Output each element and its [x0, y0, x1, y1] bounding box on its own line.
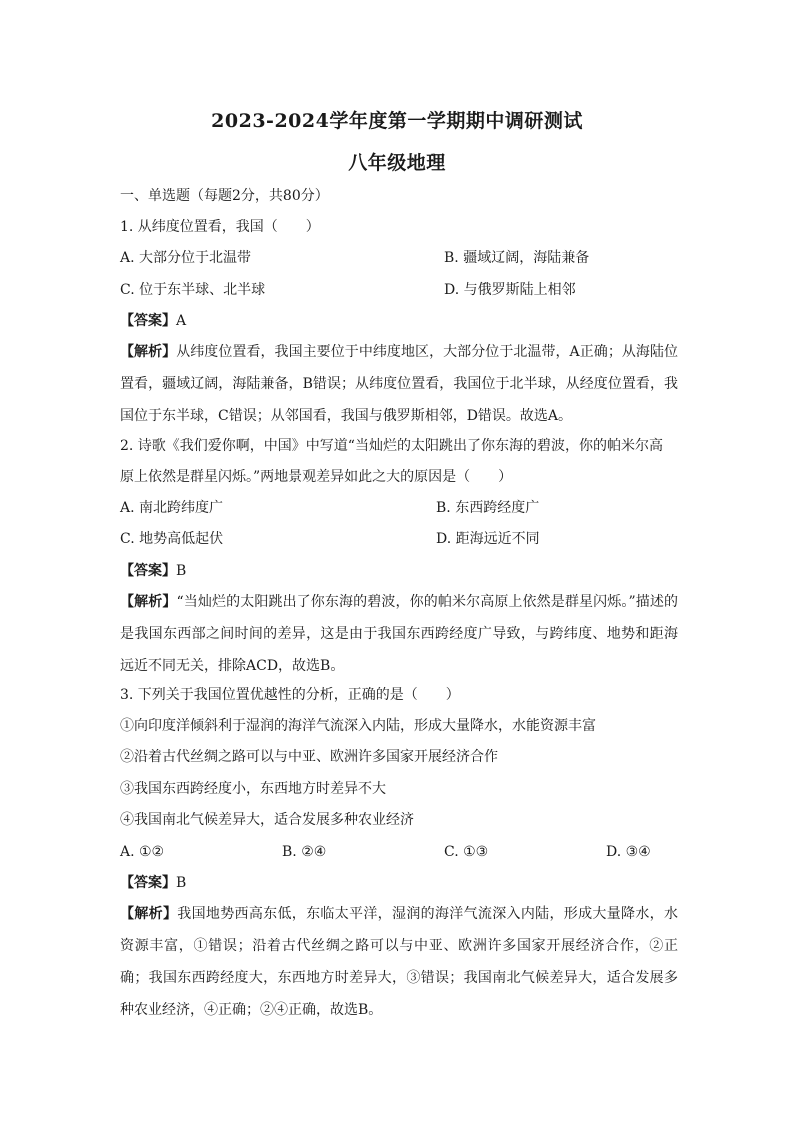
answer-value: B — [176, 563, 187, 579]
answer-value: B — [176, 875, 187, 891]
question-2-analysis — [120, 586, 678, 682]
analysis-tag: 【解析】 — [120, 906, 178, 922]
exam-subtitle: 八年级地理 — [348, 152, 446, 174]
question-3-option-a: A. ①② — [120, 844, 165, 860]
answer-value: A — [176, 313, 187, 329]
question-2-answer — [120, 561, 186, 581]
question-3-item-1: ①向印度洋倾斜利于湿润的海洋气流深入内陆，形成大量降水，水能资源丰富 — [120, 718, 596, 734]
question-3-option-b: B. ②④ — [282, 844, 327, 860]
question-2-option-a: A. 南北跨纬度广 — [120, 500, 224, 516]
analysis-text: 从纬度位置看，我国主要位于中纬度地区，大部分位于北温带，A正确；从海陆位置看，疆域辽阔，海陆兼备，B错误；从纬度位置看，我国位于北半球，从经度位置看，我国位于东半球，C错误；从邻国看，我国与俄罗斯相邻，D错误。故选A。 — [120, 344, 679, 424]
answer-tag: 【答案】 — [120, 313, 176, 329]
question-3-item-3: ③我国东西跨经度小，东西地方时差异不大 — [120, 781, 386, 797]
question-2-stem-line-2: 原上依然是群星闪烁。”两地景观差异如此之大的原因是（ ） — [120, 469, 513, 485]
question-2-stem-line-1: 2. 诗歌《我们爱你啊，中国》中写道“当灿烂的太阳跳出了你东海的碧波，你的帕米尔高 — [120, 438, 663, 454]
question-1-stem: 1. 从纬度位置看，我国（ ） — [120, 219, 320, 235]
answer-tag: 【答案】 — [120, 563, 176, 579]
question-3-analysis — [120, 898, 678, 1026]
question-1-option-d: D. 与俄罗斯陆上相邻 — [444, 282, 576, 298]
question-2-option-d: D. 距海远近不同 — [436, 531, 540, 547]
question-1-answer — [120, 311, 186, 331]
analysis-tag: 【解析】 — [120, 594, 177, 610]
section-heading: 一、单选题（每题2分，共80分） — [120, 188, 329, 204]
question-1-option-b: B. 疆域辽阔，海陆兼备 — [444, 250, 590, 266]
question-3-answer — [120, 873, 186, 893]
question-1-option-a: A. 大部分位于北温带 — [120, 250, 252, 266]
question-2-option-c: C. 地势高低起伏 — [120, 531, 224, 547]
question-3-stem: 3. 下列关于我国位置优越性的分析，正确的是（ ） — [120, 687, 460, 703]
question-3-item-2: ②沿着古代丝绸之路可以与中亚、欧洲许多国家开展经济合作 — [120, 749, 498, 765]
question-1-analysis — [120, 336, 678, 432]
analysis-text: “当灿烂的太阳跳出了你东海的碧波，你的帕米尔高原上依然是群星闪烁。”描述的是我国东西部之间时间的差异，这是由于我国东西跨经度广导致，与跨纬度、地势和距海远近不同无关，排除ACD，故选B。 — [120, 594, 678, 674]
question-3-item-4: ④我国南北气候差异大，适合发展多种农业经济 — [120, 812, 414, 828]
question-2-option-b: B. 东西跨经度广 — [436, 500, 540, 516]
question-3-option-d: D. ③④ — [606, 844, 651, 860]
question-1-option-c: C. 位于东半球、北半球 — [120, 282, 266, 298]
exam-title: 2023-2024学年度第一学期期中调研测试 — [211, 110, 583, 132]
answer-tag: 【答案】 — [120, 875, 176, 891]
analysis-tag: 【解析】 — [120, 344, 177, 360]
analysis-text: 我国地势西高东低，东临太平洋，湿润的海洋气流深入内陆，形成大量降水，水资源丰富，①错误；沿着古代丝绸之路可以与中亚、欧洲许多国家开展经济合作，②正确；我国东西跨经度大，东西地方时差异大，③错误；我国南北气候差异大，适合发展多种农业经济，④正确；②④正确，故选B。 — [120, 906, 679, 1018]
question-3-option-c: C. ①③ — [444, 844, 489, 860]
